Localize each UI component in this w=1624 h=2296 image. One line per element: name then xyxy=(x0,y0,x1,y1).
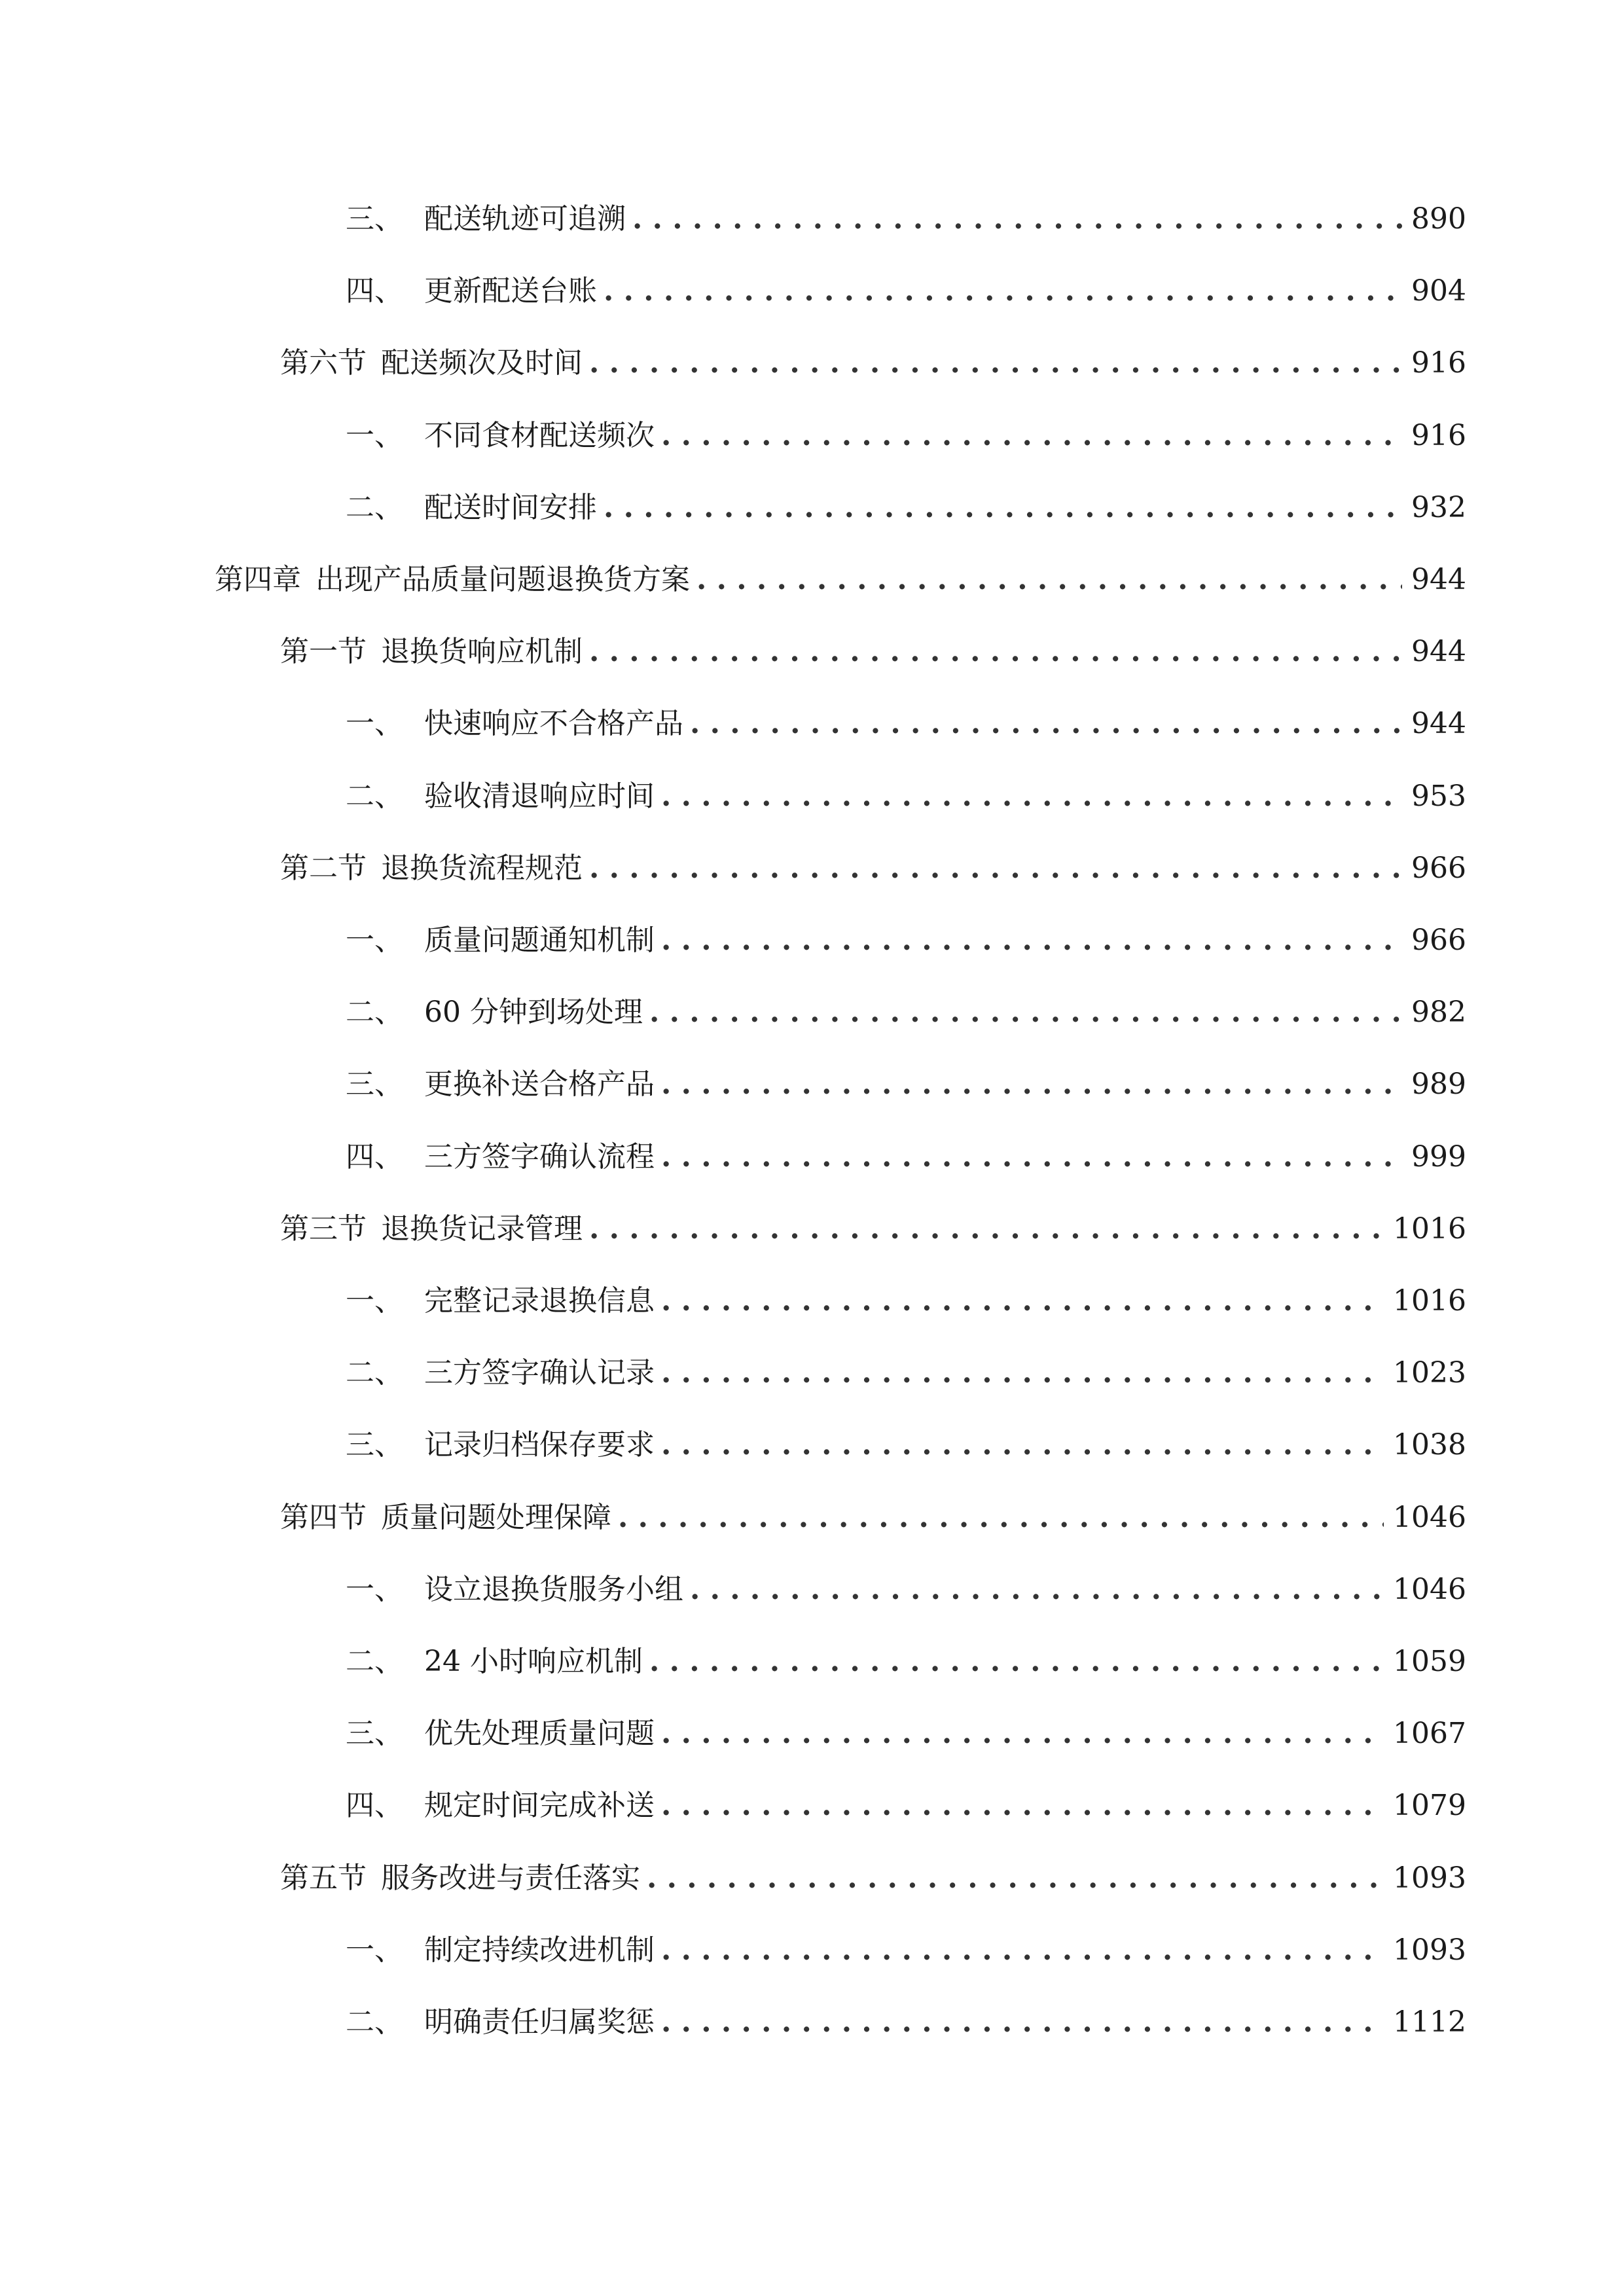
toc-page-number: 989 xyxy=(1411,1067,1466,1101)
toc-entry-number: 一、 xyxy=(346,707,403,740)
toc-item-row[interactable] xyxy=(346,1708,1466,1760)
toc-dot-leader xyxy=(661,1924,1384,1977)
toc-dot-leader xyxy=(661,1419,1384,1471)
toc-dot-leader xyxy=(589,1203,1384,1255)
toc-page-number: 944 xyxy=(1411,563,1466,596)
toc-dot-leader xyxy=(661,770,1402,823)
toc-item-row[interactable] xyxy=(346,1131,1466,1183)
toc-entry-number: 二、 xyxy=(346,491,403,524)
toc-item-row[interactable] xyxy=(346,1419,1466,1471)
toc-item-row[interactable] xyxy=(346,1564,1466,1616)
toc-entry-number: 第六节 xyxy=(280,346,367,380)
toc-section-row[interactable] xyxy=(280,626,1466,678)
toc-page-number: 966 xyxy=(1411,924,1466,957)
toc-entry-title: 记录归档保存要求 xyxy=(424,1428,655,1462)
toc-item-row[interactable] xyxy=(346,1636,1466,1688)
toc-entry-number: 一、 xyxy=(346,419,403,452)
toc-page-number: 1112 xyxy=(1393,2005,1466,2039)
toc-item-row[interactable] xyxy=(346,1996,1466,2049)
toc-page-number: 1093 xyxy=(1393,1933,1466,1967)
toc-item-row[interactable] xyxy=(346,914,1466,967)
toc-entry-number: 二、 xyxy=(346,1645,403,1678)
toc-page-number: 944 xyxy=(1411,707,1466,740)
toc-item-row[interactable] xyxy=(346,1780,1466,1832)
toc-entry-title: 质量问题通知机制 xyxy=(424,924,655,957)
toc-dot-leader xyxy=(661,1780,1384,1832)
toc-entry-number: 二、 xyxy=(346,2005,403,2039)
toc-dot-leader xyxy=(589,626,1402,678)
toc-item-row[interactable] xyxy=(346,698,1466,750)
toc-section-row[interactable] xyxy=(280,1492,1466,1544)
toc-entry-number: 二、 xyxy=(346,780,403,813)
toc-dot-leader xyxy=(661,1708,1384,1760)
toc-dot-leader xyxy=(589,842,1402,895)
toc-entry-number: 二、 xyxy=(346,1356,403,1390)
toc-page-number: 1016 xyxy=(1393,1284,1466,1318)
toc-item-row[interactable] xyxy=(346,265,1466,317)
toc-entry-title: 不同食材配送频次 xyxy=(424,419,655,452)
toc-item-row[interactable] xyxy=(346,1058,1466,1111)
toc-dot-leader xyxy=(649,986,1402,1039)
toc-entry-title: 优先处理质量问题 xyxy=(424,1717,655,1750)
toc-entry-number: 一、 xyxy=(346,1573,403,1606)
toc-entry-number: 三、 xyxy=(346,1067,403,1101)
toc-dot-leader xyxy=(661,1131,1402,1183)
toc-item-row[interactable] xyxy=(346,410,1466,462)
toc-page-number: 1046 xyxy=(1393,1501,1466,1534)
toc-entry-title: 更新配送台账 xyxy=(424,274,597,308)
toc-page-number: 1046 xyxy=(1393,1573,1466,1606)
toc-item-row[interactable] xyxy=(346,1275,1466,1327)
toc-dot-leader xyxy=(618,1492,1384,1544)
toc-page-number: 1016 xyxy=(1393,1212,1466,1246)
toc-item-row[interactable] xyxy=(346,482,1466,534)
toc-entry-title: 三方签字确认记录 xyxy=(424,1356,655,1390)
toc-dot-leader xyxy=(604,482,1402,534)
toc-entry-number: 第四章 xyxy=(215,563,301,596)
toc-entry-number: 一、 xyxy=(346,1284,403,1318)
toc-entry-number: 第二节 xyxy=(280,852,367,885)
toc-dot-leader xyxy=(690,698,1402,750)
toc-entry-number: 三、 xyxy=(346,1428,403,1462)
toc-entry-title: 退换货响应机制 xyxy=(381,635,583,668)
toc-page-number: 944 xyxy=(1411,635,1466,668)
toc-entry-title: 24 小时响应机制 xyxy=(424,1645,643,1678)
toc-page-number: 904 xyxy=(1411,274,1466,308)
toc-dot-leader xyxy=(661,1347,1384,1399)
toc-page-number: 932 xyxy=(1411,491,1466,524)
toc-page-number: 966 xyxy=(1411,852,1466,885)
toc-section-row[interactable] xyxy=(280,842,1466,895)
toc-page-number: 1038 xyxy=(1393,1428,1466,1462)
toc-entry-title: 快速响应不合格产品 xyxy=(424,707,683,740)
toc-entry-title: 更换补送合格产品 xyxy=(424,1067,655,1101)
toc-dot-leader xyxy=(661,410,1402,462)
toc-entry-number: 第一节 xyxy=(280,635,367,668)
toc-dot-leader xyxy=(649,1636,1384,1688)
toc-entry-number: 一、 xyxy=(346,1933,403,1967)
toc-dot-leader xyxy=(632,193,1402,245)
toc-dot-leader xyxy=(696,554,1402,606)
toc-entry-title: 配送轨迹可追溯 xyxy=(424,202,626,236)
toc-dot-leader xyxy=(647,1852,1384,1905)
toc-entry-number: 三、 xyxy=(346,1717,403,1750)
toc-entry-title: 完整记录退换信息 xyxy=(424,1284,655,1318)
toc-page-number: 1079 xyxy=(1393,1789,1466,1822)
toc-entry-title: 出现产品质量问题退换货方案 xyxy=(316,563,690,596)
toc-entry-title: 服务改进与责任落实 xyxy=(381,1861,640,1895)
toc-dot-leader xyxy=(661,1275,1384,1327)
toc-page-number: 1059 xyxy=(1393,1645,1466,1678)
toc-dot-leader xyxy=(604,265,1402,317)
toc-item-row[interactable] xyxy=(346,1924,1466,1977)
toc-page-number: 890 xyxy=(1411,202,1466,236)
toc-entry-title: 退换货记录管理 xyxy=(381,1212,583,1246)
toc-entry-number: 四、 xyxy=(346,274,403,308)
toc-chapter-row[interactable] xyxy=(215,554,1466,606)
toc-entry-number: 第四节 xyxy=(280,1501,367,1534)
toc-page-number: 916 xyxy=(1411,419,1466,452)
toc-dot-leader xyxy=(661,914,1402,967)
toc-item-row[interactable] xyxy=(346,770,1466,823)
toc-dot-leader xyxy=(690,1564,1384,1616)
toc-entry-title: 配送频次及时间 xyxy=(381,346,583,380)
toc-entry-title: 制定持续改进机制 xyxy=(424,1933,655,1967)
toc-page-number: 916 xyxy=(1411,346,1466,380)
toc-page-number: 1093 xyxy=(1393,1861,1466,1895)
toc-item-row[interactable] xyxy=(346,1347,1466,1399)
toc-section-row[interactable] xyxy=(280,337,1466,389)
toc-entry-number: 第三节 xyxy=(280,1212,367,1246)
toc-item-row[interactable] xyxy=(346,986,1466,1039)
toc-page-number: 953 xyxy=(1411,780,1466,813)
toc-dot-leader xyxy=(661,1058,1402,1111)
toc-page-number: 1067 xyxy=(1393,1717,1466,1750)
toc-entry-title: 质量问题处理保障 xyxy=(381,1501,611,1534)
toc-section-row[interactable] xyxy=(280,1852,1466,1905)
toc-entry-number: 三、 xyxy=(346,202,403,236)
toc-dot-leader xyxy=(589,337,1402,389)
toc-entry-title: 设立退换货服务小组 xyxy=(424,1573,683,1606)
toc-entry-title: 验收清退响应时间 xyxy=(424,780,655,813)
toc-page-number: 999 xyxy=(1411,1140,1466,1174)
toc-entry-number: 四、 xyxy=(346,1789,403,1822)
toc-entry-title: 60 分钟到场处理 xyxy=(424,996,643,1029)
toc-entry-title: 规定时间完成补送 xyxy=(424,1789,655,1822)
toc-entry-number: 一、 xyxy=(346,924,403,957)
toc-entry-number: 第五节 xyxy=(280,1861,367,1895)
toc-entry-number: 四、 xyxy=(346,1140,403,1174)
toc-entry-title: 明确责任归属奖惩 xyxy=(424,2005,655,2039)
toc-page-number: 982 xyxy=(1411,996,1466,1029)
toc-section-row[interactable] xyxy=(280,1203,1466,1255)
toc-entry-number: 二、 xyxy=(346,996,403,1029)
toc-entry-title: 配送时间安排 xyxy=(424,491,597,524)
toc-dot-leader xyxy=(661,1996,1384,2049)
toc-item-row[interactable] xyxy=(346,193,1466,245)
toc-entry-title: 退换货流程规范 xyxy=(381,852,583,885)
toc-page-number: 1023 xyxy=(1393,1356,1466,1390)
toc-entry-title: 三方签字确认流程 xyxy=(424,1140,655,1174)
